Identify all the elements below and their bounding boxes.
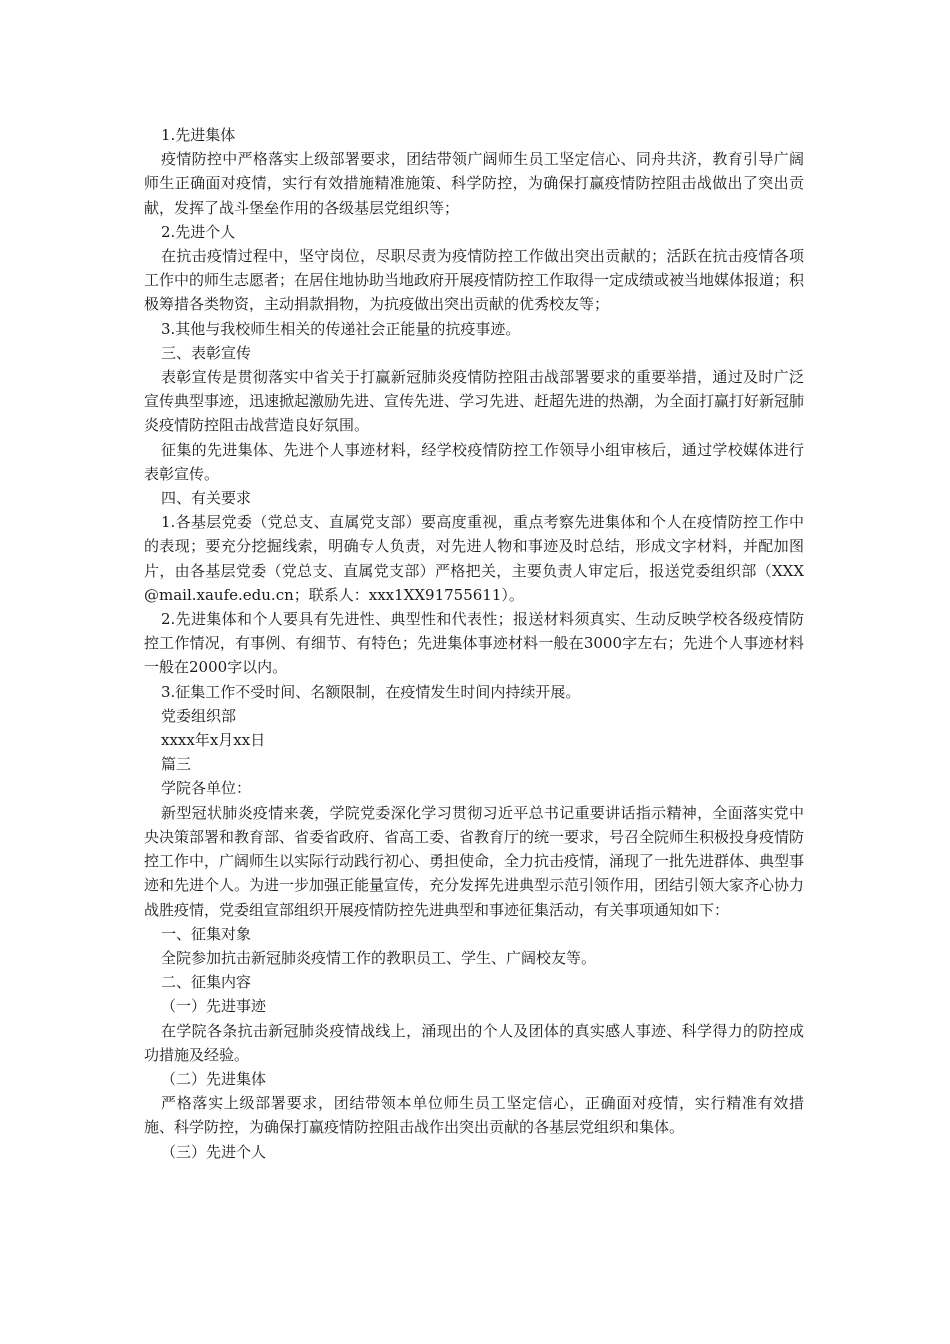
section-heading-content: 二、征集内容 <box>161 973 252 992</box>
subheading-advanced-individual: （三）先进个人 <box>161 1142 267 1161</box>
part-heading: 篇三 <box>161 755 192 774</box>
paragraph-other-deeds: 3.其他与我校师生相关的传递社会正能量的抗疫事迹。 <box>161 319 521 338</box>
subheading-advanced-collective: （二）先进集体 <box>161 1069 267 1088</box>
paragraph-individual-criteria: 在抗击疫情过程中，坚守岗位，尽职尽责为疫情防控工作做出突出贡献的；活跃在抗击疫情各项工作中的师生志愿者；在居住地协助当地政府开展疫情防控工作取得一定成绩或被当地媒体报道；积极筹措各类物资，主动捐款捐物，为抗疫做出突出贡献的优秀校友等； <box>144 247 805 314</box>
paragraph-introduction: 新型冠状肺炎疫情来袭，学院党委深化学习贯彻习近平总书记重要讲话指示精神，全面落实党中央决策部署和教育部、省委省政府、省高工委、省教育厅的统一要求，号召全院师生积极投身疫情防控工作中，广阔师生以实际行动践行初心、勇担使命，全力抗击疫情，涌现了一批先进群体、典型事迹和先进个人。为进一步加强正能量宣传，充分发挥先进典型示范引领作用，团结引领大家齐心协力战胜疫情，党委组宣部组织开展疫情防控先进典型和事迹征集活动，有关事项通知如下： <box>144 803 805 919</box>
section-heading-commendation: 三、表彰宣传 <box>161 343 252 362</box>
paragraph-requirement-3: 3.征集工作不受时间、名额限制，在疫情发生时间内持续开展。 <box>161 682 581 701</box>
heading-advanced-collective: 1.先进集体 <box>161 126 236 144</box>
document-page <box>144 123 804 1164</box>
paragraph-advanced-collective: 严格落实上级部署要求，团结带领本单位师生员工坚定信心，正确面对疫情，实行精准有效措施、科学防控，为确保打赢疫情防控阻击战作出突出贡献的各基层党组织和集体。 <box>144 1094 804 1137</box>
paragraph-advanced-deeds: 在学院各条抗击新冠肺炎疫情战线上，涌现出的个人及团体的真实感人事迹、科学得力的防控成功措施及经验。 <box>144 1021 804 1064</box>
section-heading-targets: 一、征集对象 <box>161 924 252 943</box>
signature-date: xxxx年x月xx日 <box>161 731 266 750</box>
signature-department: 党委组织部 <box>161 706 237 725</box>
paragraph-requirement-2: 2.先进集体和个人要具有先进性、典型性和代表性；报送材料须真实、生动反映学校各级疫情防控工作情况，有事例、有细节、有特色；先进集体事迹材料一般在3000字左右；先进个人事迹材料一般在2000字以内。 <box>144 610 804 677</box>
paragraph-targets: 全院参加抗击新冠肺炎疫情工作的教职员工、学生、广阔校友等。 <box>161 948 597 967</box>
section-heading-requirements: 四、有关要求 <box>161 489 252 508</box>
subheading-advanced-deeds: （一）先进事迹 <box>161 997 267 1016</box>
paragraph-commendation: 表彰宣传是贯彻落实中省关于打赢新冠肺炎疫情防控阻击战部署要求的重要举措，通过及时广泛宣传典型事迹，迅速掀起激励先进、宣传先进、学习先进、赶超先进的热潮，为全面打赢打好新冠肺炎疫情防控阻击战营造良好氛围。 <box>144 368 805 435</box>
heading-advanced-individual: 2.先进个人 <box>161 222 236 241</box>
paragraph-requirement-1: 1.各基层党委（党总支、直属党支部）要高度重视，重点考察先进集体和个人在疫情防控工作中的表现；要充分挖掘线索，明确专人负责，对先进人物和事迹及时总结，形成文字材料，并配加图片，由各基层党委（党总支、直属党支部）严格把关，主要负责人审定后，报送党委组织部（XXX@mail.xaufe.edu.cn；联系人：xxx1XX91755611）。 <box>144 513 804 604</box>
salutation: 学院各单位： <box>161 779 252 798</box>
paragraph-collective-criteria: 疫情防控中严格落实上级部署要求，团结带领广阔师生员工坚定信心、同舟共济，教育引导广阔师生正确面对疫情，实行有效措施精准施策、科学防控，为确保打赢疫情防控阻击战做出了突出贡献，发挥了战斗堡垒作用的各级基层党组织等； <box>144 150 804 217</box>
paragraph-review: 征集的先进集体、先进个人事迹材料，经学校疫情防控工作领导小组审核后，通过学校媒体进行表彰宣传。 <box>144 440 804 483</box>
